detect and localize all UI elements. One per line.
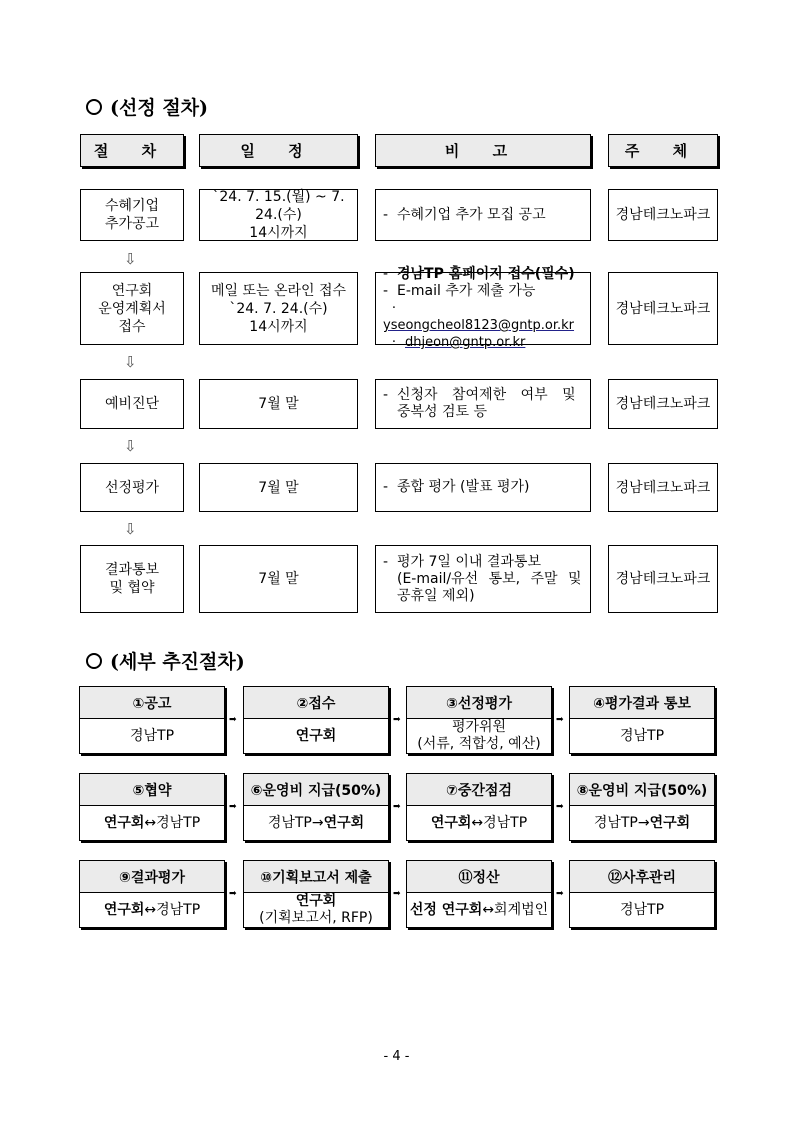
remark-text: 수혜기업 추가 모집 공고 (397, 206, 546, 223)
owner-cell (608, 463, 718, 512)
process-card-title: ⑤협약 (80, 774, 224, 806)
schedule-lines (258, 479, 298, 497)
process-card-line (594, 815, 690, 832)
remark-item (383, 479, 529, 496)
schedule-text: `24. 7. 15.(월) ~ 7. 24.(수) (212, 189, 345, 223)
owner-cell (608, 272, 718, 345)
right-arrow-icon: ➡ (556, 715, 564, 725)
section-title-text: (세부 추진절차) (110, 651, 245, 673)
process-card-line (620, 728, 664, 745)
hollow-circle-icon (86, 653, 102, 669)
process-card-text: ↔경남TP (144, 814, 201, 831)
remarks-lines (383, 266, 590, 351)
schedule-text: 7월 말 (258, 396, 299, 412)
step-cell (80, 545, 184, 613)
right-arrow-icon: ➡ (556, 889, 564, 899)
remarks-cell (375, 266, 591, 350)
schedule-text: 메일 또는 온라인 접수 (210, 282, 347, 299)
process-card-line (410, 902, 548, 919)
right-arrow-icon: ➡ (393, 715, 401, 725)
process-card-text: 경남TP→ (267, 814, 324, 831)
process-card-title: ⑥운영비 지급(50%) (244, 774, 388, 806)
process-card-line (104, 815, 200, 832)
process-card-title: ⑩기획보고서 제출 (244, 861, 388, 893)
remark-text: E-mail 추가 제출 가능 (397, 283, 536, 299)
process-card (569, 773, 715, 841)
process-card-text: 경남TP (619, 901, 665, 918)
remarks-lines (383, 207, 546, 224)
process-card-text: ↔경남TP (471, 814, 528, 831)
step-lines (105, 395, 159, 413)
process-card-title: ⑫사후관리 (570, 861, 714, 893)
process-card (406, 860, 552, 928)
schedule-cell (199, 463, 358, 512)
down-arrow-icon: ⇩ (124, 437, 137, 455)
remark-item (383, 266, 590, 283)
remark-dash: - (383, 553, 389, 570)
process-card (243, 686, 389, 754)
process-card-text: 연구회 (103, 901, 145, 918)
process-card-title: ⑪정산 (407, 861, 551, 893)
remark-item (383, 283, 590, 300)
remark-item (383, 554, 582, 571)
process-card (243, 860, 389, 928)
step-text: 연구회 (111, 282, 153, 299)
process-card-line (130, 728, 174, 745)
remarks-lines (383, 387, 576, 421)
process-card-title: ②접수 (244, 687, 388, 719)
process-card-title: ①공고 (80, 687, 224, 719)
process-card-line (268, 815, 364, 832)
remark-email-item (383, 334, 590, 351)
page-number: - 4 - (383, 1049, 410, 1064)
header-label: 주 체 (624, 142, 702, 160)
remarks-lines (383, 479, 529, 496)
process-card-line (417, 736, 540, 753)
step-text: 수혜기업 (104, 198, 160, 214)
schedule-text: 7월 말 (258, 571, 299, 587)
step-text: 예비진단 (104, 396, 160, 412)
process-card-body (407, 893, 551, 927)
process-card (243, 773, 389, 841)
down-arrow-icon: ⇩ (124, 520, 137, 538)
process-card-line (431, 815, 527, 832)
remark-continuation: 중복성 검토 등 (397, 404, 488, 420)
process-card-text: (서류, 적합성, 예산) (417, 736, 541, 752)
process-card (406, 773, 552, 841)
process-card (79, 860, 225, 928)
step-text: 및 협약 (109, 580, 155, 596)
email-bullet: · (391, 301, 397, 316)
right-arrow-icon: ➡ (556, 802, 564, 812)
header-schedule (199, 134, 358, 167)
remark-text: 종합 평가 (발표 평가) (397, 479, 530, 495)
process-card-line (452, 719, 506, 736)
process-card (79, 686, 225, 754)
process-card-text: 연구회 (295, 727, 337, 744)
step-cell (80, 272, 184, 345)
schedule-text: 14시까지 (249, 318, 308, 335)
owner-cell (608, 189, 718, 241)
header-label: 절 차 (93, 142, 171, 160)
step-text: 접수 (118, 318, 146, 335)
process-card-body (244, 719, 388, 753)
header-owner (608, 134, 718, 167)
owner-text: 경남테크노파크 (615, 479, 711, 496)
remark-dash: - (383, 479, 389, 495)
process-card-body (407, 719, 551, 753)
process-card-text: ↔경남TP (144, 901, 201, 918)
remark-continuation: (E-mail/유선 통보, 주말 및 (397, 570, 582, 587)
owner-text: 경남테크노파크 (615, 396, 711, 412)
hollow-circle-icon (86, 99, 102, 115)
step-lines (105, 197, 159, 233)
header-label: 일 정 (240, 142, 317, 160)
remark-item (383, 387, 576, 404)
remark-email-item (383, 300, 590, 334)
process-card-text: 경남TP (129, 727, 175, 744)
owner-cell (608, 379, 718, 429)
process-card-text: 연구회 (323, 814, 365, 831)
process-card-text: 연구회 (649, 814, 691, 831)
process-card-title: ⑨결과평가 (80, 861, 224, 893)
schedule-cell (199, 379, 358, 429)
down-arrow-icon: ⇩ (124, 250, 137, 268)
owner-text: 경남테크노파크 (615, 300, 711, 317)
remark-text: 경남TP 홈페이지 접수(필수) (397, 266, 575, 282)
process-card-body (244, 806, 388, 840)
schedule-lines (258, 395, 298, 413)
process-card-text: 연구회 (295, 893, 337, 909)
process-card-body (570, 893, 714, 927)
process-card (569, 860, 715, 928)
process-card-title: ③선정평가 (407, 687, 551, 719)
process-card-title: ⑦중간점검 (407, 774, 551, 806)
schedule-lines (211, 282, 346, 336)
section-title-text: (선정 절차) (110, 97, 209, 119)
step-text: 결과통보 (104, 562, 160, 578)
schedule-text: 14시까지 (249, 225, 308, 241)
process-card-body (407, 806, 551, 840)
process-card-title: ④평가결과 통보 (570, 687, 714, 719)
remarks-lines (383, 554, 582, 605)
schedule-text: 7월 말 (258, 479, 299, 496)
schedule-lines (200, 188, 357, 242)
section-title-detailed-procedure (86, 647, 245, 674)
remark-dash: - (383, 283, 389, 299)
remark-continuation: 공휴일 제외) (397, 587, 475, 604)
step-lines (98, 282, 166, 336)
remark-dash: - (383, 206, 389, 223)
remark-dash: - (383, 387, 389, 403)
schedule-cell (199, 189, 358, 241)
email-address: dhjeon@gntp.or.kr (405, 335, 526, 350)
remarks-cell (375, 189, 591, 241)
right-arrow-icon: ➡ (393, 889, 401, 899)
step-lines (105, 479, 159, 497)
remark-text: 평가 7일 이내 결과통보 (397, 553, 541, 570)
section-title-selection-procedure (86, 93, 208, 120)
remark-dash: - (383, 266, 389, 282)
owner-text: 경남테크노파크 (615, 571, 711, 587)
schedule-cell (199, 272, 358, 345)
email-address: yseongcheol8123@gntp.or.kr (383, 318, 575, 333)
process-card-line (104, 902, 200, 919)
process-card (406, 686, 552, 754)
step-cell (80, 189, 184, 241)
owner-cell (608, 545, 718, 613)
step-cell (80, 463, 184, 512)
process-card-body (80, 806, 224, 840)
process-card-line (296, 893, 337, 910)
step-text: 운영계획서 (98, 300, 166, 317)
process-card-line (259, 910, 373, 927)
right-arrow-icon: ➡ (229, 889, 237, 899)
remark-item (383, 207, 546, 224)
remarks-cell (375, 545, 591, 613)
step-lines (105, 561, 159, 597)
schedule-text: `24. 7. 24.(수) (229, 300, 328, 317)
right-arrow-icon: ➡ (229, 802, 237, 812)
process-card (79, 773, 225, 841)
process-card-body (244, 893, 388, 927)
step-text: 추가공고 (104, 216, 160, 232)
process-card-text: (기획보고서, RFP) (259, 910, 373, 926)
remark-text: 신청자 참여제한 여부 및 (397, 387, 576, 403)
remarks-cell (375, 379, 591, 429)
process-card-body (80, 719, 224, 753)
process-card-body (570, 719, 714, 753)
process-card-line (296, 728, 337, 745)
right-arrow-icon: ➡ (229, 715, 237, 725)
remarks-cell (375, 463, 591, 512)
down-arrow-icon: ⇩ (124, 353, 137, 371)
process-card-text: 경남TP→ (593, 814, 650, 831)
step-cell (80, 379, 184, 429)
schedule-lines (258, 570, 298, 588)
step-text: 선정평가 (104, 479, 160, 496)
process-card-text: 경남TP (619, 727, 665, 744)
owner-text: 경남테크노파크 (615, 207, 711, 223)
process-card-line (620, 902, 664, 919)
header-remarks (375, 134, 591, 167)
process-card-text: 평가위원 (451, 719, 507, 735)
process-card-title: ⑧운영비 지급(50%) (570, 774, 714, 806)
header-step (80, 134, 184, 167)
process-card-text: 연구회 (103, 814, 145, 831)
header-label: 비 고 (444, 142, 522, 160)
process-card (569, 686, 715, 754)
email-bullet: · (391, 335, 397, 350)
right-arrow-icon: ➡ (393, 802, 401, 812)
schedule-cell (199, 545, 358, 613)
process-card-text: 연구회 (430, 814, 472, 831)
process-card-body (80, 893, 224, 927)
process-card-body (570, 806, 714, 840)
process-card-text: 선정 연구회 (409, 901, 483, 918)
process-card-text: ↔회계법인 (482, 901, 549, 918)
